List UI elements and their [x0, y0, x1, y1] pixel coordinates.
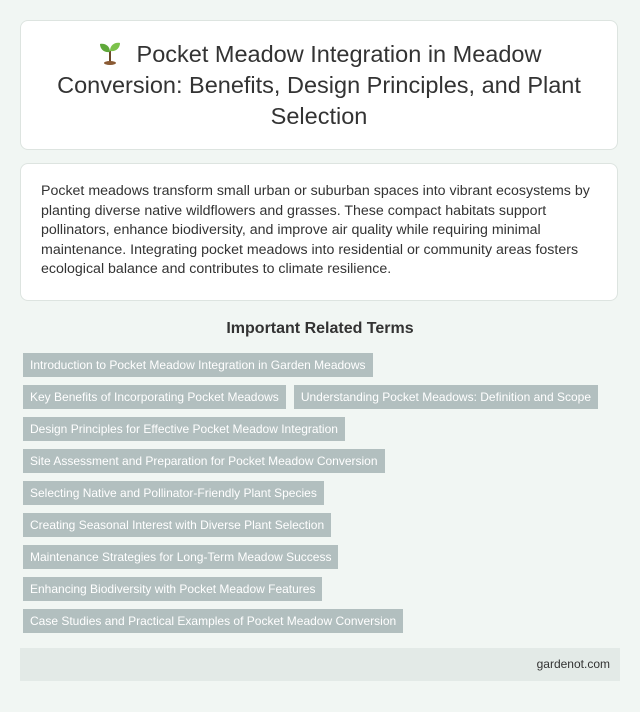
- tag-row: [23, 385, 623, 417]
- related-term-tag[interactable]: Design Principles for Effective Pocket Meadow Integration: [23, 417, 345, 441]
- related-term-tag[interactable]: Maintenance Strategies for Long-Term Meadow Success: [23, 545, 338, 569]
- related-term-tag[interactable]: Introduction to Pocket Meadow Integration in Garden Meadows: [23, 353, 373, 377]
- tag-row: [23, 449, 623, 481]
- related-terms-list: [23, 353, 623, 641]
- description-text: Pocket meadows transform small urban or suburban spaces into vibrant ecosystems by planting diverse native wildflowers and grasses. These compact habitats support pollinators, enhance biodiversity, and improve air quality while requiring minimal maintenance. Integrating pocket meadows into residential or community areas fosters ecological balance and contributes to climate resilience.: [41, 183, 590, 278]
- tag-row: [23, 353, 623, 385]
- page-title-text: Pocket Meadow Integration in Meadow Conversion: Benefits, Design Principles, and Plant Selection: [57, 40, 581, 129]
- tag-row: [23, 417, 623, 449]
- related-term-tag[interactable]: Case Studies and Practical Examples of Pocket Meadow Conversion: [23, 609, 403, 633]
- tag-row: [23, 609, 623, 641]
- related-term-tag[interactable]: Key Benefits of Incorporating Pocket Meadows: [23, 385, 286, 409]
- related-term-tag[interactable]: Creating Seasonal Interest with Diverse Plant Selection: [23, 513, 331, 537]
- tag-row: [23, 513, 623, 545]
- title-card: [20, 20, 618, 150]
- related-term-tag[interactable]: Site Assessment and Preparation for Pocket Meadow Conversion: [23, 449, 385, 473]
- related-term-tag[interactable]: Understanding Pocket Meadows: Definition and Scope: [294, 385, 598, 409]
- related-term-tag[interactable]: Selecting Native and Pollinator-Friendly Plant Species: [23, 481, 324, 505]
- footer: [20, 648, 620, 681]
- tag-row: [23, 577, 623, 609]
- footer-site-link[interactable]: gardenot.com: [536, 657, 610, 671]
- related-term-tag[interactable]: Enhancing Biodiversity with Pocket Meadow Features: [23, 577, 322, 601]
- description-card: [20, 163, 618, 301]
- sprout-icon: [97, 39, 123, 65]
- page-title: [51, 39, 587, 132]
- related-terms-heading: Important Related Terms: [226, 320, 414, 337]
- tag-row: [23, 481, 623, 513]
- tag-row: [23, 545, 623, 577]
